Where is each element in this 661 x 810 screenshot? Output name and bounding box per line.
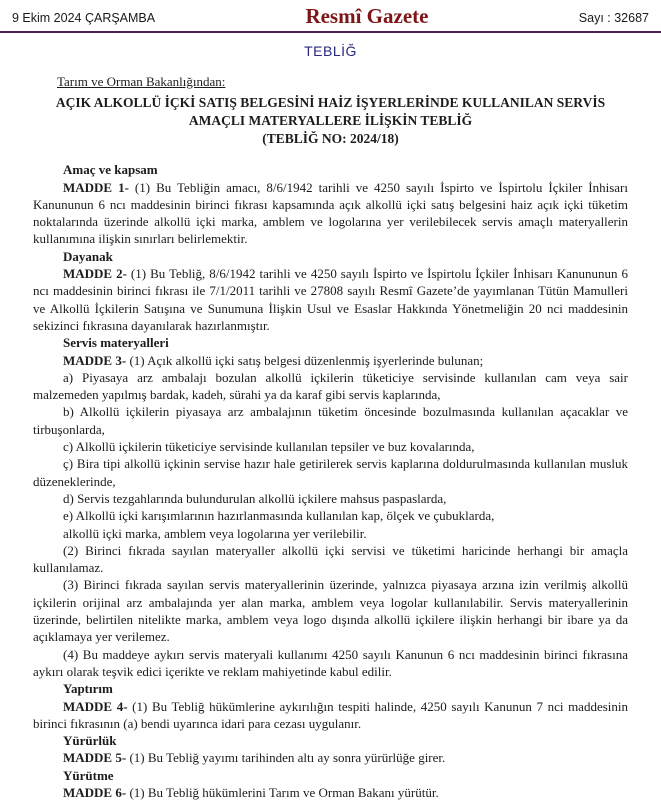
paragraph: MADDE 1- (1) Bu Tebliğin amacı, 8/6/1942 tarihli ve 4250 sayılı İspirto ve İspirtolu İçkiler İnhisarı Kanununun 6 ncı maddesinin birinci fıkrası kapsamında açık alkollü içki satış belgesini haiz açık içki tüketim noktalarında üzerinde alkollü içki marka, amblem ve logolarına yer verilebilecek servis amaçlı materyallerin kullanımına ilişkin sınırları belirlemektir.	[33, 179, 628, 247]
paragraph: b) Alkollü içkilerin piyasaya arz ambalajının tüketim öncesinde bozulmasında kullanılan açacaklar ve tirbuşonlarda,	[33, 404, 628, 437]
paragraph: e) Alkollü içki karışımlarının hazırlanmasında kullanılan kap, ölçek ve çubuklarda,	[63, 508, 495, 524]
gazette-title: Resmî Gazete	[305, 4, 429, 28]
paragraph: alkollü içki marka, amblem veya logolarına yer verilebilir.	[63, 525, 367, 541]
document	[0, 73, 661, 801]
section-heading: Amaç ve kapsam	[63, 162, 158, 178]
section-heading: Yaptırım	[63, 681, 113, 697]
paragraph: (3) Birinci fıkrada sayılan servis materyallerinin üzerinde, yalnızca piyasaya arzına izin verilmiş alkollü içkilerin orijinal arz ambalajında yer alan marka, amblem veya logolar kullanılabilir. Servis materyallerinin üzerinde, belirtilen nitelikte marka, amblem veya logo dışında alkollü içkilere ilişkin herhangi bir ibare ya da açıklamaya yer verilemez.	[33, 577, 628, 645]
issuing-authority: Tarım ve Orman Bakanlığından:	[57, 74, 226, 89]
paragraph: ç) Bira tipi alkollü içkinin servise hazır hale getirilerek servis kaplarına doldurulmasında kullanılan musluk düzeneklerinde,	[33, 456, 628, 489]
paragraph: a) Piyasaya arz ambalajı bozulan alkollü içkilerin tüketiciye servisinde kullanılan cam veya sair malzemeden yapılmış bardak, kadeh, sürahi ya da karaf gibi servis kaplarında,	[33, 369, 628, 403]
masthead	[0, 0, 661, 33]
section-heading: Servis materyalleri	[63, 335, 169, 351]
publication-date: 9 Ekim 2024 ÇARŞAMBA	[12, 11, 156, 25]
issue-number: Sayı : 32687	[578, 11, 649, 25]
paragraph: MADDE 5- (1) Bu Tebliğ yayımı tarihinden altı ay sonra yürürlüğe girer.	[63, 750, 446, 766]
paragraph: (4) Bu maddeye aykırı servis materyali kullanımı 4250 sayılı Kanunun 6 ncı maddesinin birinci fıkrasına aykırı olarak teşvik edici içerikte ve reklam mahiyetinde kabul edilir.	[33, 646, 628, 679]
paragraph: MADDE 6- (1) Bu Tebliğ hükümlerini Tarım ve Orman Bakanı yürütür.	[63, 784, 439, 800]
paragraph: (2) Birinci fıkrada sayılan materyaller alkollü içki servisi ve tüketimi haricinde herhangi bir amaçla kullanılamaz.	[33, 542, 628, 576]
paragraph: MADDE 2- (1) Bu Tebliğ, 8/6/1942 tarihli ve 4250 sayılı İspirto ve İspirtolu İçkiler İnhisarı Kanununun 6 ncı maddesinin birinci fıkrası ile 7/1/2011 tarihli ve 27808 sayılı Resmî Gazete’de yayımlanan Tütün Mamulleri ve Alkollü İçkilerin Satışına ve Sunumuna İlişkin Usul ve Esaslar Hakkında Yönetmeliğin 20 nci maddesinin sekizinci fıkrasına dayanılarak hazırlanmıştır.	[33, 266, 628, 333]
document-body	[33, 161, 628, 801]
document-title: AÇIK ALKOLLÜ İÇKİ SATIŞ BELGESİNİ HAİZ İŞYERLERİNDE KULLANILAN SERVİS AMAÇLI MATERYALLERE İLİŞKİN TEBLİĞ	[55, 95, 606, 129]
paragraph: MADDE 3- (1) Açık alkollü içki satış belgesi düzenlenmiş işyerlerinde bulunan;	[63, 352, 484, 368]
paragraph: MADDE 4- (1) Bu Tebliğ hükümlerine aykırılığın tespiti halinde, 4250 sayılı Kanunun 7 nci maddesinin birinci fıkrasının (a) bendi uyarınca idari para cezası uygulanır.	[33, 698, 628, 731]
section-heading: Dayanak	[63, 248, 113, 264]
section-heading: Yürürlük	[63, 733, 117, 749]
section-banner: TEBLİĞ	[304, 43, 357, 59]
paragraph: d) Servis tezgahlarında bulundurulan alkollü içkilere mahsus paspaslarda,	[63, 490, 447, 506]
document-subtitle: (TEBLİĞ NO: 2024/18)	[262, 131, 399, 147]
section-heading: Yürütme	[63, 767, 114, 783]
paragraph: c) Alkollü içkilerin tüketiciye servisinde kullanılan tepsiler ve buz kovalarında,	[63, 439, 475, 455]
